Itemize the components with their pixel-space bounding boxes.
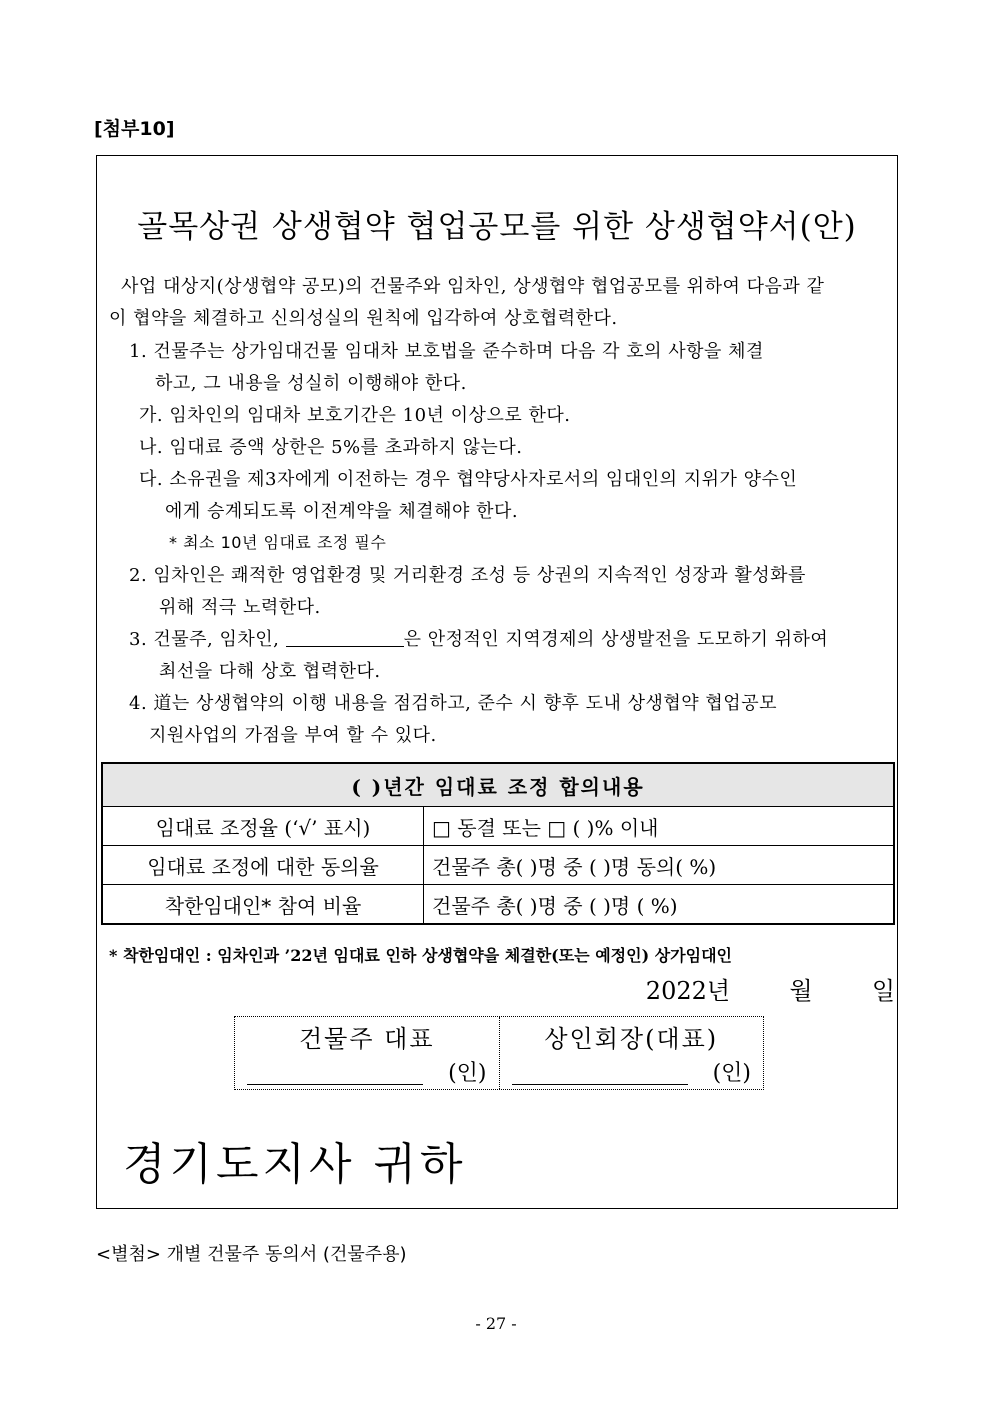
item-1-line-1: 1. 건물주는 상가임대건물 임대차 보호법을 준수하며 다음 각 호의 사항을 체결 (129, 341, 764, 362)
signature-box (234, 1016, 764, 1090)
table-row (102, 885, 894, 925)
row-value[interactable]: □ 동결 또는 □ ( )% 이내 (424, 807, 895, 846)
row-label: 임대료 조정에 대한 동의율 (102, 846, 424, 885)
item-3-blank[interactable] (286, 628, 404, 647)
item-2-line-1: 2. 임차인은 쾌적한 영업환경 및 거리환경 조성 등 상권의 지속적인 성장과 활성화를 (129, 565, 806, 586)
item-3-line-1 (129, 625, 828, 651)
document-title: 골목상권 상생협약 협업공모를 위한 상생협약서(안) (137, 209, 857, 245)
merchant-title: 상인회장(대표) (544, 1025, 719, 1053)
item-1-line-2: 하고, 그 내용을 성실히 이행해야 한다. (155, 373, 467, 394)
table-header: ( )년간 임대료 조정 합의내용 (102, 763, 894, 807)
addressee: 경기도지사 귀하 (123, 1139, 467, 1190)
merchant-signature-cell (499, 1017, 764, 1089)
table-row (102, 807, 894, 846)
item-1-ga: 가. 임차인의 임대차 보호기간은 10년 이상으로 한다. (139, 405, 571, 426)
table-row (102, 846, 894, 885)
item-1-da-line-1: 다. 소유권을 제3자에게 이전하는 경우 협약당사자로서의 임대인의 지위가 양수인 (139, 469, 798, 490)
rent-agreement-table (101, 762, 895, 925)
agreement-frame (96, 155, 898, 1209)
owner-title: 건물주 대표 (298, 1025, 435, 1053)
row-value[interactable]: 건물주 총( )명 중 ( )명 ( %) (424, 885, 895, 925)
owner-signature-line[interactable] (247, 1084, 423, 1085)
item-4-line-2: 지원사업의 가점을 부여 할 수 있다. (149, 725, 437, 746)
intro-line-2: 이 협약을 체결하고 신의성실의 원칙에 입각하여 상호협력한다. (109, 308, 618, 329)
item-3-suffix: 은 안정적인 지역경제의 상생발전을 도모하기 위하여 (403, 629, 829, 650)
date-year: 2022년 (645, 977, 731, 1005)
date-day: 일 (871, 977, 895, 1005)
row-value[interactable]: 건물주 총( )명 중 ( )명 동의( %) (424, 846, 895, 885)
item-1-da-line-2: 에게 승계되도록 이전계약을 체결해야 한다. (165, 501, 519, 522)
page-number: - 27 - (475, 1314, 517, 1333)
merchant-signature-line[interactable] (512, 1084, 688, 1085)
item-2-line-2: 위해 적극 노력한다. (159, 597, 321, 618)
item-1-note: * 최소 10년 임대료 조정 필수 (169, 533, 387, 552)
date-month: 월 (789, 977, 813, 1005)
date-line (646, 971, 895, 1006)
intro-line-1: 사업 대상지(상생협약 공모)의 건물주와 임차인, 상생협약 협업공모를 위하여 다음과 같 (121, 276, 825, 297)
item-3-prefix: 3. 건물주, 임차인, (129, 629, 280, 650)
attachment-label: [첨부10] (94, 118, 175, 140)
appendix-note: <별첨> 개별 건물주 동의서 (건물주용) (96, 1244, 407, 1265)
merchant-seal: (인) (712, 1061, 751, 1086)
row-label: 임대료 조정율 (‘√’ 표시) (102, 807, 424, 846)
item-1-na: 나. 임대료 증액 상한은 5%를 초과하지 않는다. (139, 437, 523, 458)
row-label: 착한임대인* 참여 비율 (102, 885, 424, 925)
owner-signature-cell (235, 1017, 499, 1089)
footnote: * 착한임대인 : 임차인과 ’22년 임대료 인하 상생협약을 체결한(또는 예정인) 상가임대인 (109, 946, 733, 965)
owner-seal: (인) (448, 1061, 487, 1086)
item-3-line-2: 최선을 다해 상호 협력한다. (159, 661, 381, 682)
item-4-line-1: 4. 道는 상생협약의 이행 내용을 점검하고, 준수 시 향후 도내 상생협약 협업공모 (129, 693, 777, 714)
